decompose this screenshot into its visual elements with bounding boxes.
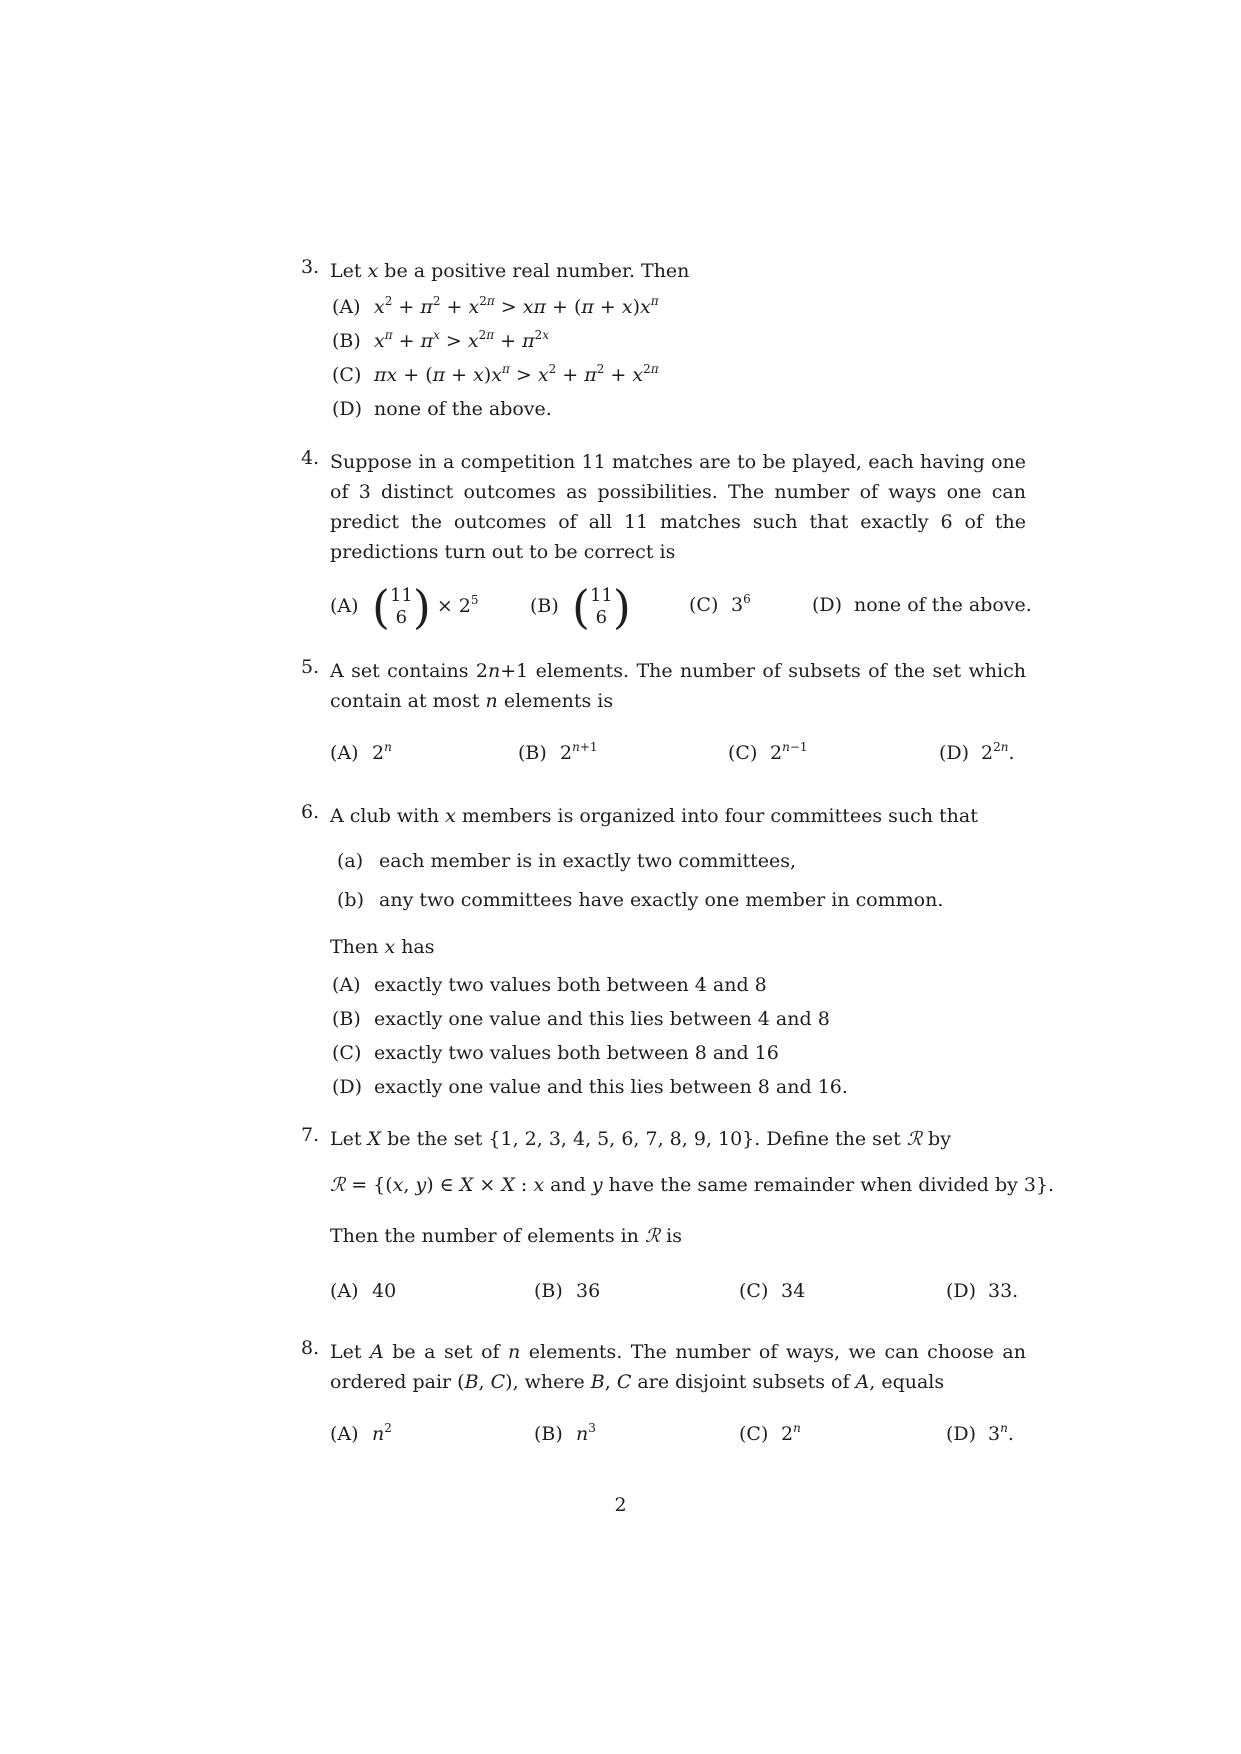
option-b: (B) $n^3$ xyxy=(534,1421,596,1445)
option-b: (B) $x^\pi + \pi^x > x^{2\pi} + \pi^{2x}$ xyxy=(332,328,550,352)
question-number: 4. xyxy=(301,447,320,469)
option-b: (B) (11 6 ) xyxy=(530,580,631,634)
option-b: (B) 36 xyxy=(534,1280,601,1302)
condition-a: (a) each member is in exactly two committees, xyxy=(337,850,797,872)
question-then: Then the number of elements in ℛ is xyxy=(330,1225,683,1247)
question-3 xyxy=(301,256,1026,420)
question-number: 6. xyxy=(301,801,320,823)
option-d: (D) 33. xyxy=(946,1280,1019,1302)
page-number: 2 xyxy=(614,1494,627,1516)
question-7 xyxy=(301,1124,1055,1302)
option-c: (C) exactly two values both between 8 and 16 xyxy=(332,1042,779,1064)
question-5 xyxy=(301,656,1026,764)
question-number: 8. xyxy=(301,1337,320,1359)
option-c: (C) 2$^n$ xyxy=(739,1421,801,1445)
option-d: (D) 3$^n$. xyxy=(946,1421,1014,1445)
set-definition: ℛ = {(x, y) ∈ X × X : x and y have the same remainder when divided by 3}. xyxy=(330,1174,1055,1196)
question-stem: A set contains 2n+1 elements. The number of subsets of the set which contain at most n elements is xyxy=(330,660,1026,712)
option-a: (A) $x^2 + \pi^2 + x^{2\pi} > x\pi + (\pi + x)x^\pi$ xyxy=(332,294,659,318)
question-stem: Let x be a positive real number. Then xyxy=(330,260,690,282)
option-a: (A) 2$^n$ xyxy=(330,740,392,764)
question-number: 5. xyxy=(301,656,320,678)
option-a: (A) $n^2$ xyxy=(330,1421,392,1445)
option-c: (C) $2^{n-1}$ xyxy=(728,740,808,764)
option-b: (B) exactly one value and this lies between 4 and 8 xyxy=(332,1008,830,1030)
question-stem: Let X be the set {1, 2, 3, 4, 5, 6, 7, 8, 9, 10}. Define the set ℛ by xyxy=(330,1128,951,1150)
question-stem: A club with x members is organized into four committees such that xyxy=(330,805,978,827)
option-c: (C) 34 xyxy=(739,1280,806,1302)
option-d: (D) $2^{2n}$. xyxy=(939,740,1015,764)
question-stem: Let A be a set of n elements. The number of ways, we can choose an ordered pair (B, C), where B, C are disjoint subsets of A, equals xyxy=(330,1341,1026,1393)
option-d: (D) none of the above. xyxy=(332,398,552,420)
option-d: (D) none of the above. xyxy=(812,594,1032,616)
condition-b: (b) any two committees have exactly one member in common. xyxy=(337,889,944,911)
question-stem: Suppose in a competition 11 matches are to be played, each having one of 3 distinct outcomes as possibilities. The number of ways one can predict the outcomes of all 11 matches such that exactly 6 of the predictions turn out to be correct is xyxy=(330,451,1026,563)
question-number: 7. xyxy=(301,1124,320,1146)
option-d: (D) exactly one value and this lies between 8 and 16. xyxy=(332,1076,848,1098)
question-number: 3. xyxy=(301,256,320,278)
option-b: (B) $2^{n+1}$ xyxy=(518,740,598,764)
question-4 xyxy=(301,447,1032,634)
option-a: (A) 40 xyxy=(330,1280,397,1302)
option-a: (A) exactly two values both between 4 and 8 xyxy=(332,974,767,996)
option-c: (C) $\pi x + (\pi + x)x^\pi > x^2 + \pi^2 + x^{2\pi}$ xyxy=(332,362,659,386)
option-c: (C) $3^6$ xyxy=(689,592,751,616)
option-a: (A) (11 6 ) × $2^5$ xyxy=(330,580,479,634)
question-6 xyxy=(301,801,1026,1098)
question-then: Then x has xyxy=(330,936,435,958)
question-8 xyxy=(301,1337,1026,1445)
